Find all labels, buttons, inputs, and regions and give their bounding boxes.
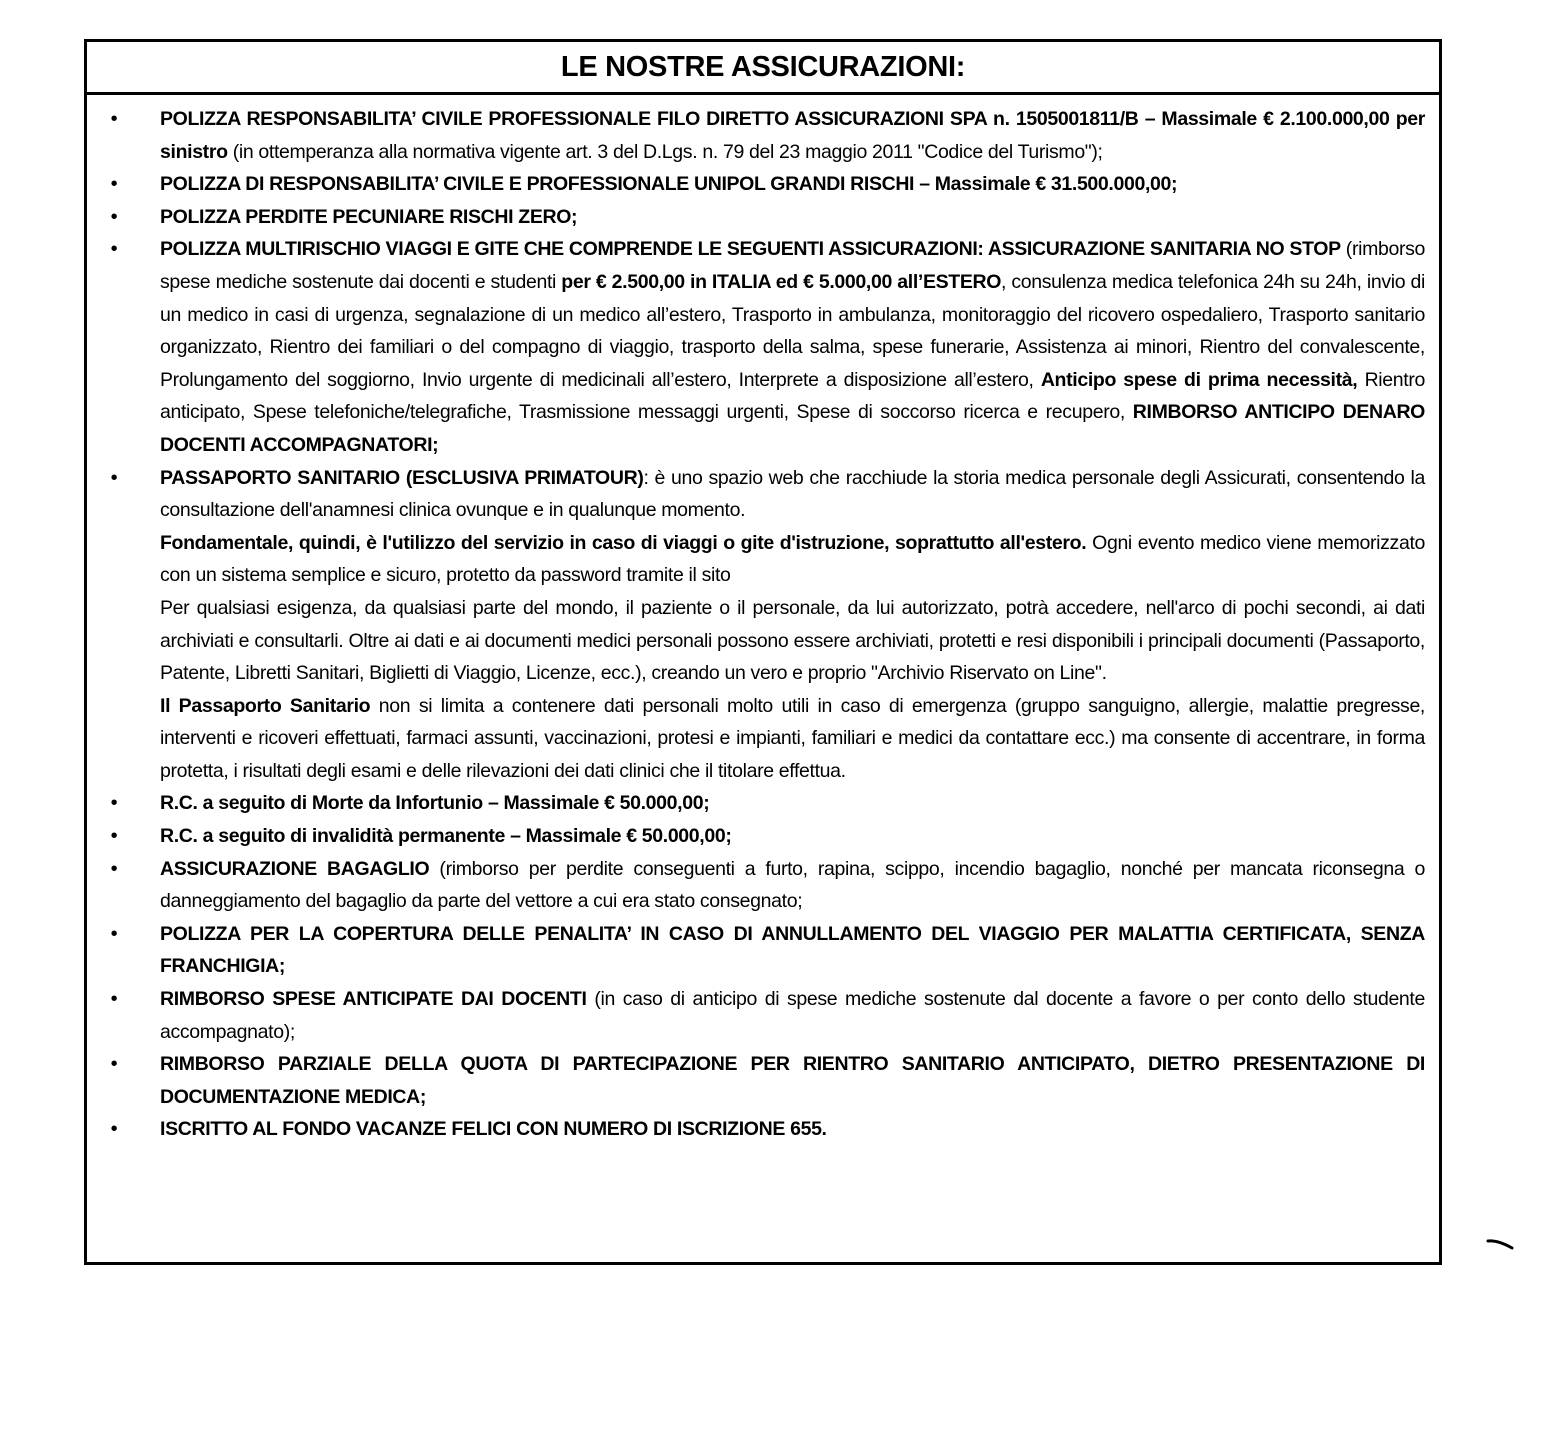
bold-text: RIMBORSO SPESE ANTICIPATE DAI DOCENTI <box>160 988 587 1011</box>
bullet-icon: • <box>110 1053 118 1076</box>
text: (in caso di anticipo di spese mediche sostenute dal docente a favore o per conto dello studente accompagnato); <box>160 988 1425 1043</box>
bold-text: POLIZZA PERDITE PECUNIARE RISCHI ZERO; <box>160 205 578 228</box>
item-text <box>160 467 1425 522</box>
bullet-icon: • <box>110 857 118 880</box>
bold-text: RIMBORSO ANTICIPO DENARO DOCENTI ACCOMPAGNATORI; <box>160 401 1425 456</box>
bold-text: POLIZZA DI RESPONSABILITA’ CIVILE E PROFESSIONALE UNIPOL GRANDI RISCHI – Massimale € 31.500.000,00; <box>160 173 1178 196</box>
bold-text: per € 2.500,00 in ITALIA ed € 5.000,00 all’ESTERO <box>561 270 1002 293</box>
bullet-icon: • <box>110 466 118 489</box>
list-item <box>87 201 1425 234</box>
bold-text: PASSAPORTO SANITARIO (ESCLUSIVA PRIMATOUR) <box>160 466 644 489</box>
list-item <box>87 233 1425 461</box>
text: non si limita a contenere dati personali molto utili in caso di emergenza (gruppo sanguigno, allergie, malattie pregresse, interventi e ricoveri effettuati, farmaci assunti, vaccinazioni, protesi e impianti, familiari e medici da contattare ecc.) ma consente di accentrare, in forma protetta, i risultati degli esami e delle rilevazioni dei dati clinici che il titolare effettua. <box>160 694 1426 782</box>
text: Per qualsiasi esigenza, da qualsiasi parte del mondo, il paziente o il personale, da lui autorizzato, potrà accedere, nell'arco di pochi secondi, ai dati archiviati e consultarli. Oltre ai dati e ai documenti medici personali possono essere archiviati, protetti e resi disponibili i principali documenti (Passaporto, Patente, Libretti Sanitari, Biglietti di Viaggio, Licenze, ecc.), creando un vero e proprio "Archivio Riservato on Line". <box>160 596 1425 685</box>
bold-text: POLIZZA RESPONSABILITA’ CIVILE PROFESSIONALE FILO DIRETTO ASSICURAZIONI SPA n. 1505001811/B – Massimale € 2.100.000,00 per sinistro <box>160 108 1425 163</box>
bold-text: R.C. a seguito di Morte da Infortunio – Massimale € 50.000,00; <box>160 792 710 815</box>
item-text <box>160 238 1425 456</box>
item-text <box>160 988 1425 1043</box>
list-item <box>87 983 1425 1048</box>
insurance-box <box>84 39 1442 1265</box>
bold-text: ASSICURAZIONE BAGAGLIO <box>160 857 430 880</box>
bullet-icon: • <box>110 108 118 130</box>
list-item <box>87 820 1425 853</box>
text: : è uno spazio web che racchiude la storia medica personale degli Assicurati, consentendo la consultazione dell'anamnesi clinica ovunque e in qualunque momento. <box>160 466 1425 522</box>
bullet-icon: • <box>110 922 118 945</box>
bullet-icon: • <box>110 988 118 1011</box>
item-paragraph <box>160 690 1425 788</box>
list-item <box>87 1048 1425 1113</box>
item-text <box>160 108 1425 163</box>
item-paragraph <box>160 592 1425 690</box>
bullet-icon: • <box>110 238 118 261</box>
item-text <box>160 206 577 228</box>
text: (in ottemperanza alla normativa vigente art. 3 del D.Lgs. n. 79 del 23 maggio 2011 "Codice del Turismo"); <box>227 140 1103 163</box>
item-text <box>160 923 1425 978</box>
insurance-list <box>87 95 1439 1146</box>
bold-text: ISCRITTO AL FONDO VACANZE FELICI CON NUMERO DI ISCRIZIONE 655. <box>160 1118 827 1141</box>
text: Rientro anticipato, Spese telefoniche/telegrafiche, Trasmissione messaggi urgenti, Spese di soccorso ricerca e recupero, <box>160 368 1425 424</box>
bullet-icon: • <box>110 792 118 815</box>
item-text <box>160 858 1425 913</box>
bold-text: POLIZZA PER LA COPERTURA DELLE PENALITA’ IN CASO DI ANNULLAMENTO DEL VIAGGIO PER MALATTIA CERTIFICATA, SENZA FRANCHIGIA; <box>160 922 1425 978</box>
list-item <box>87 853 1425 918</box>
list-item <box>87 462 1425 788</box>
bullet-icon: • <box>110 173 118 196</box>
list-item <box>87 168 1425 201</box>
bold-text: R.C. a seguito di invalidità permanente – Massimale € 50.000,00; <box>160 825 732 848</box>
item-text <box>160 1118 827 1140</box>
list-item <box>87 787 1425 820</box>
bold-text: Anticipo spese di prima necessità, <box>1040 368 1358 391</box>
item-text <box>160 792 709 814</box>
bold-text: POLIZZA MULTIRISCHIO VIAGGI E GITE CHE COMPRENDE LE SEGUENTI ASSICURAZIONI: ASSICURAZIONE SANITARIA NO STOP <box>160 238 1341 261</box>
bold-text: Fondamentale, quindi, è l'utilizzo del servizio in caso di viaggi o gite d'istruzione, soprattutto all'estero. <box>160 531 1087 554</box>
list-item <box>87 103 1425 168</box>
bullet-icon: • <box>110 1118 118 1141</box>
item-paragraph <box>160 527 1425 592</box>
list-item <box>87 1113 1425 1146</box>
bullet-icon: • <box>110 205 118 228</box>
list-item <box>87 918 1425 983</box>
text: Ogni evento medico viene memorizzato con un sistema semplice e sicuro, protetto da password tramite il sito <box>160 531 1426 587</box>
stray-pen-mark <box>1486 1238 1516 1250</box>
text: (rimborso spese mediche sostenute dai docenti e studenti <box>160 238 1426 293</box>
bold-text: RIMBORSO PARZIALE DELLA QUOTA DI PARTECIPAZIONE PER RIENTRO SANITARIO ANTICIPATO, DIETRO PRESENTAZIONE DI DOCUMENTAZIONE MEDICA; <box>160 1053 1425 1108</box>
text: (rimborso per perdite conseguenti a furto, rapina, scippo, incendio bagaglio, nonché per mancata riconsegna o danneggiamento del bagaglio da parte del vettore a cui era stato consegnato; <box>160 857 1425 913</box>
item-text <box>160 825 732 847</box>
item-text <box>160 173 1177 195</box>
section-title: LE NOSTRE ASSICURAZIONI: <box>87 42 1439 95</box>
bold-text: Il Passaporto Sanitario <box>160 694 371 717</box>
text: , consulenza medica telefonica 24h su 24h, invio di un medico in casi di urgenza, segnalazione di un medico all’estero, Trasporto in ambulanza, monitoraggio del ricovero ospedaliero, Trasporto sanitario organizzato, Rientro dei familiari o del compagno di viaggio, trasporto della salma, spese funerarie, Assistenza ai minori, Rientro del convalescente, Prolungamento del soggiorno, Invio urgente di medicinali all’estero, Interprete a disposizione all’estero, <box>160 270 1425 391</box>
item-text <box>160 1053 1425 1108</box>
bullet-icon: • <box>110 825 118 848</box>
